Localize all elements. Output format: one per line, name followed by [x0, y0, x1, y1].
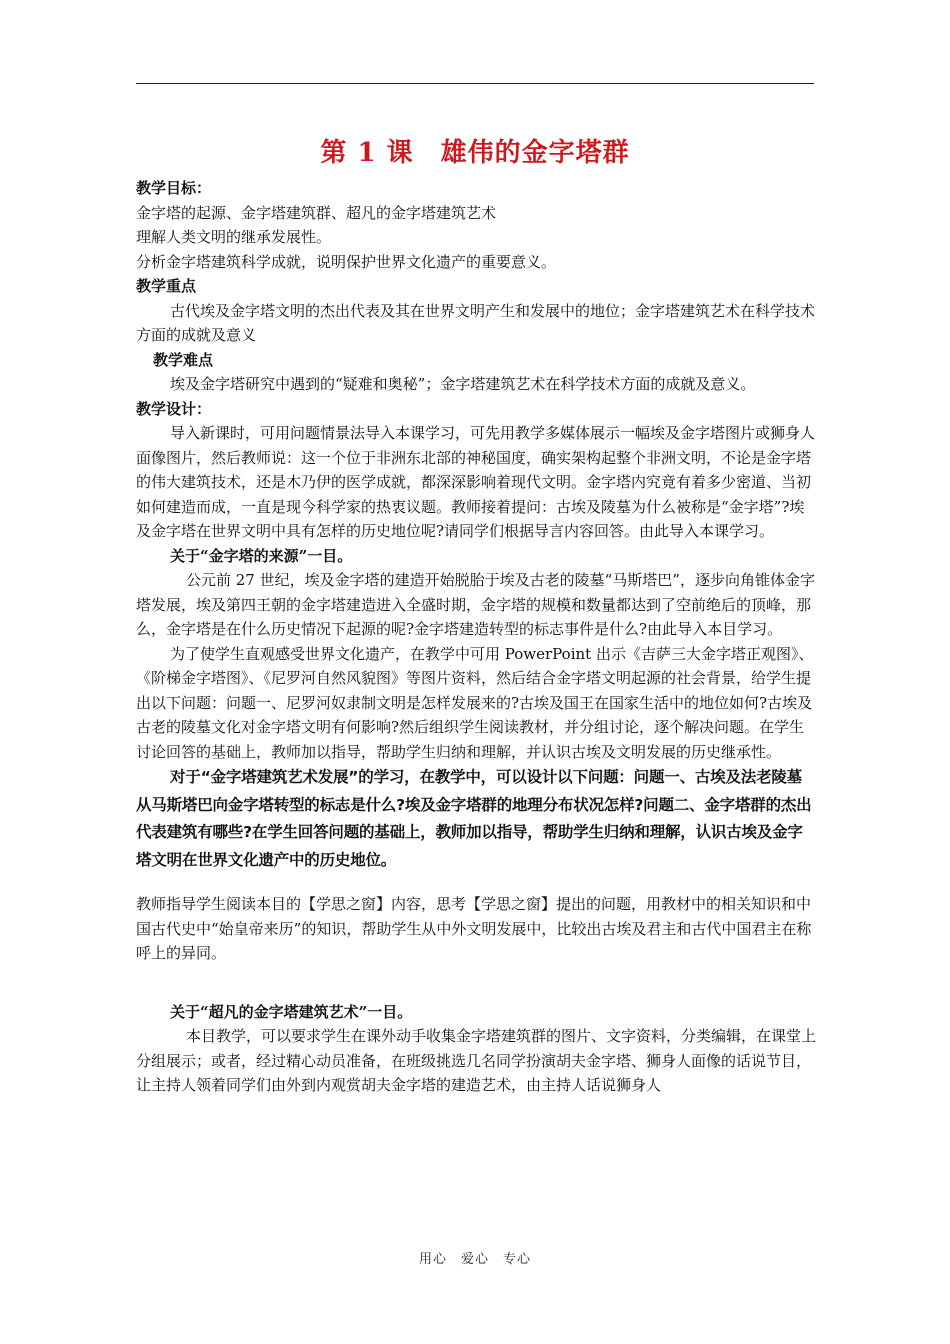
learning-window-paragraph: 教师指导学生阅读本目的【学思之窗】内容，思考【学思之窗】提出的问题，用教材中的相关知识和中国古代史中“始皇帝来历”的知识，帮助学生从中外文明发展中，比较出古埃及君主和古代中国君主在称呼上的异同。	[136, 895, 812, 962]
design-heading: 教学设计：	[136, 399, 212, 418]
art-paragraph: 本目教学，可以要求学生在课外动手收集金字塔建筑群的图片、文字资料，分类编辑，在课堂上分组展示；或者，经过精心动员准备，在班级挑选几名同学扮演胡夫金字塔、狮身人面像的话说节目，让主持人领着同学们由外到内观赏胡夫金字塔的建造艺术，由主持人话说狮身人	[136, 1027, 817, 1094]
goal-item: 金字塔的起源、金字塔建筑群、超凡的金字塔建筑艺术	[136, 203, 497, 222]
key-heading: 教学重点	[136, 277, 197, 295]
design-paragraph: 导入新课时，可用问题情景法导入本课学习，可先用教学多媒体展示一幅埃及金字塔图片或狮身人面像图片，然后教师说：这一个位于非洲东北部的神秘国度，确实架构起整个非洲文明，不论是金字塔的伟大建筑技术，还是木乃伊的医学成就，都深深影响着现代文明。金字塔内究竟有着多少密道、当初如何建造而成，一直是现今科学家的热衷议题。教师接着提问：古埃及陵墓为什么被称是“金字塔”?埃及金字塔在世界文明中具有怎样的历史地位呢?请同学们根据导言内容回答。由此导入本课学习。	[136, 424, 816, 540]
goal-heading: 教学目标：	[136, 179, 212, 197]
difficulty-heading: 教学难点	[153, 350, 214, 369]
header-rule	[136, 83, 814, 84]
origin-heading: 关于“金字塔的来源”一目。	[170, 546, 353, 565]
goal-item: 分析金字塔建筑科学成就，说明保护世界文化遗产的重要意义。	[136, 252, 557, 271]
art-heading: 关于“超凡的金字塔建筑艺术”一目。	[170, 1002, 413, 1021]
art-development-paragraph: 对于“金字塔建筑艺术发展”的学习，在教学中，可以设计以下问题：问题一、古埃及法老陵墓从马斯塔巴向金字塔转型的标志是什么?埃及金字塔群的地理分布状况怎样?问题二、金字塔群的杰出代表建筑有哪些?在学生回答问题的基础上，教师加以指导，帮助学生归纳和理解，认识古埃及金字塔文明在世界文化遗产中的历史地位。	[136, 768, 812, 869]
goal-item: 理解人类文明的继承发展性。	[136, 228, 332, 246]
difficulty-paragraph: 埃及金字塔研究中遇到的“疑难和奥秘”；金字塔建筑艺术在科学技术方面的成就及意义。	[170, 375, 756, 393]
page-footer: 用心 爱心 专心	[418, 1252, 531, 1267]
origin-paragraph: 为了使学生直观感受世界文化遗产，在教学中可用 PowerPoint 出示《吉萨三大金字塔正观图》、《阶梯金字塔图》、《尼罗河自然风貌图》等图片资料，然后结合金字塔文明起源的社会背景，给学生提出以下问题：问题一、尼罗河奴隶制文明是怎样发展来的?古埃及国王在国家生活中的地位如何?古埃及古老的陵墓文化对金字塔文明有何影响?然后组织学生阅读教材，并分组讨论，逐个解决问题。在学生讨论回答的基础上，教师加以指导，帮助学生归纳和理解，并认识古埃及文明发展的历史继承性。	[136, 644, 814, 761]
origin-paragraph: 公元前 27 世纪，埃及金字塔的建造开始脱胎于埃及古老的陵墓“马斯塔巴”，逐步向角锥体金字塔发展，埃及第四王朝的金字塔建造进入全盛时期，金字塔的规模和数量都达到了空前绝后的顶峰，那么，金字塔是在什么历史情况下起源的呢?金字塔建造转型的标志事件是什么?由此导入本目学习。	[136, 571, 815, 638]
page-title: 第 1 课 雄伟的金字塔群	[320, 138, 630, 168]
key-paragraph: 古代埃及金字塔文明的杰出代表及其在世界文明产生和发展中的地位；金字塔建筑艺术在科学技术方面的成就及意义	[136, 301, 816, 344]
document-body	[136, 176, 816, 1098]
